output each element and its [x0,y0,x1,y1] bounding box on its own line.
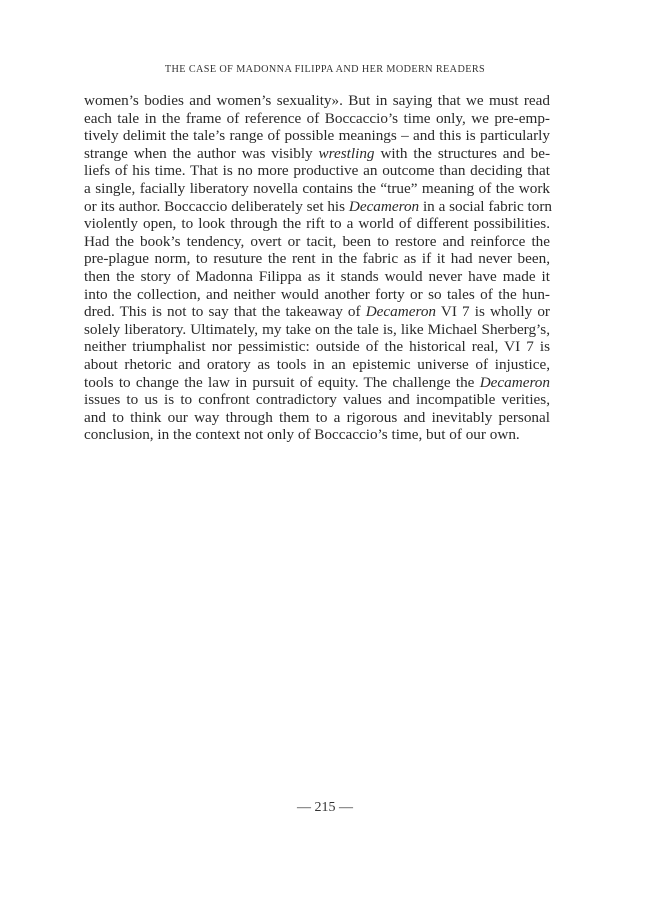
text-run: issues to us is to confront contradictory values and incompatible verities, [84,391,550,409]
text-run: violently open, to look through the rift to a world of different possibilities. [84,215,550,233]
text-line [84,338,550,356]
text-line [84,233,550,251]
text-line [84,374,550,392]
text-line [84,409,550,427]
text-line [84,198,550,216]
text-run: into the collection, and neither would another forty or so tales of the hun- [84,285,550,303]
text-line [84,250,550,268]
text-line [84,110,550,128]
text-run: tively delimit the tale’s range of possible meanings – and this is particularly [84,127,550,145]
text-line [84,92,550,110]
text-line [84,321,550,339]
text-run: in a social fabric torn [419,197,552,215]
text-run: liefs of his time. That is no more productive an outcome than deciding that [84,162,550,180]
page-number: — 215 — [297,800,353,815]
text-line [84,145,550,163]
italic-text: Decameron [348,197,420,215]
text-line [84,391,550,409]
text-run: VI 7 is wholly or [436,303,550,321]
text-run: conclusion, in the context not only of Boccaccio’s time, but of our own. [84,426,520,444]
text-line [84,426,550,444]
text-line [84,286,550,304]
italic-text: Decameron [479,373,550,391]
text-run: or its author. Boccaccio deliberately set his [84,197,349,215]
text-run: and to think our way through them to a rigorous and inevitably personal [84,408,550,426]
text-run: then the story of Madonna Filippa as it stands would never have made it [84,267,550,285]
text-run: a single, facially liberatory novella contains the “true” meaning of the work [84,179,550,197]
text-line [84,215,550,233]
text-run: each tale in the frame of reference of Boccaccio’s time only, we pre-emp- [84,109,550,127]
text-run: tools to change the law in pursuit of equity. The challenge the [84,373,480,391]
text-run: solely liberatory. Ultimately, my take on the tale is, like Michael Sherberg’s, [84,320,550,338]
text-run: with the structures and be- [374,144,551,162]
text-line [84,180,550,198]
text-run: neither triumphalist nor pessimistic: outside of the historical real, VI 7 is [84,338,550,356]
text-line [84,268,550,286]
italic-text: Decameron [365,303,437,321]
text-line [84,162,550,180]
text-run: women’s bodies and women’s sexuality». But in saying that we must read [84,92,550,109]
body-paragraph [84,92,550,444]
text-run: about rhetoric and oratory as tools in an epistemic universe of injustice, [84,355,550,373]
text-run: dred. This is not to say that the takeaway of [84,303,366,321]
text-line [84,356,550,374]
text-run: pre-plague norm, to resuture the rent in the fabric as if it had never been, [84,250,550,268]
text-line [84,303,550,321]
text-run: Had the book’s tendency, overt or tacit, been to restore and reinforce the [84,232,550,250]
italic-text: wrestling [318,144,375,162]
text-run: strange when the author was visibly [84,144,319,162]
text-line [84,127,550,145]
running-head: THE CASE OF MADONNA FILIPPA AND HER MODERN READERS [164,64,486,75]
